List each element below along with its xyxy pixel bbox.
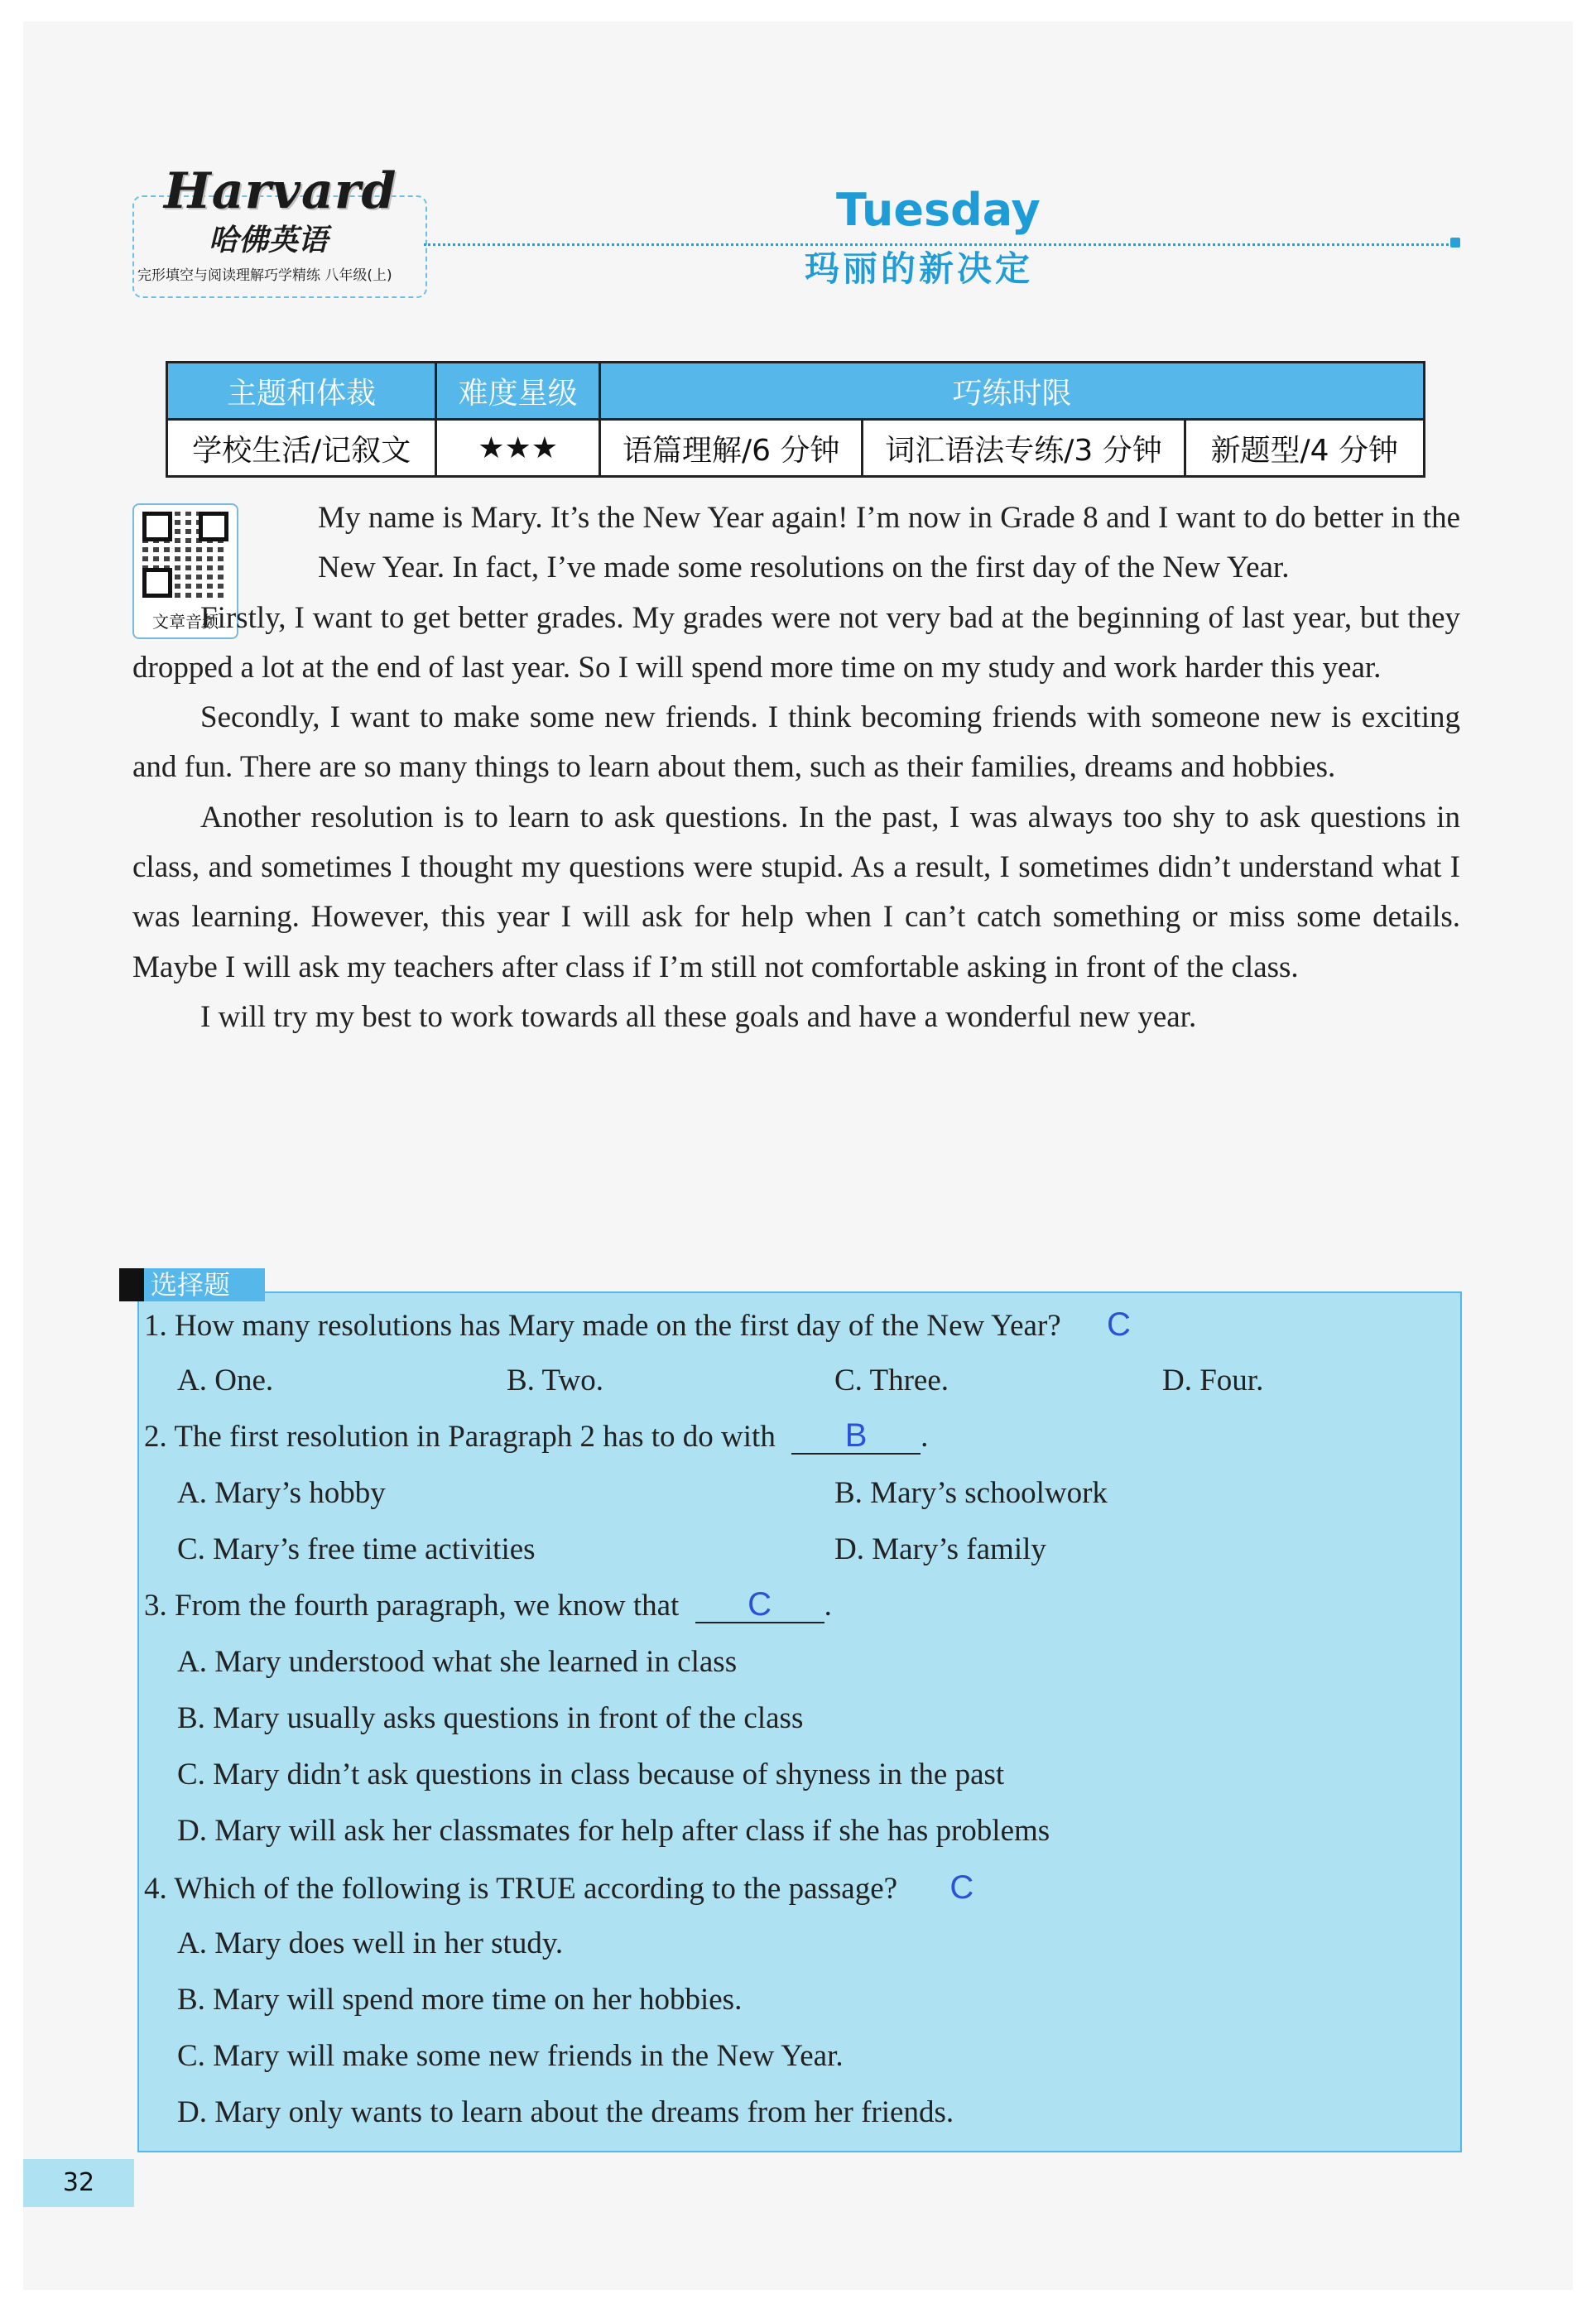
question-3-answer: C — [748, 1586, 772, 1623]
logo-title: Harvard — [164, 162, 397, 220]
header-topic: 主题和体裁 — [167, 363, 436, 420]
question-4-answer: C — [949, 1869, 974, 1906]
question-4-text: 4. Which of the following is TRUE according to the passage? — [144, 1872, 898, 1906]
question-3-period: . — [824, 1589, 832, 1623]
question-1-text: 1. How many resolutions has Mary made on the first day of the New Year? — [144, 1309, 1061, 1343]
question-4-stem — [144, 1869, 973, 1907]
header-time-limit: 巧练时限 — [600, 363, 1425, 420]
info-table — [166, 361, 1425, 478]
reading-passage — [132, 493, 1460, 1042]
question-2-option-d[interactable]: D. Mary’s family — [834, 1532, 1046, 1566]
info-table-row — [167, 420, 1425, 477]
question-4-option-c[interactable]: C. Mary will make some new friends in the New Year. — [177, 2039, 844, 2073]
question-2-period: . — [921, 1420, 929, 1454]
question-2-text: 2. The first resolution in Paragraph 2 has to do with — [144, 1420, 776, 1454]
question-3-option-a[interactable]: A. Mary understood what she learned in class — [177, 1645, 738, 1679]
day-title: Tuesday — [836, 184, 1041, 236]
section-label: 选择题 — [119, 1268, 265, 1301]
question-2-option-a[interactable]: A. Mary’s hobby — [177, 1476, 386, 1510]
question-3-option-d[interactable]: D. Mary will ask her classmates for help after class if she has problems — [177, 1814, 1050, 1848]
header-difficulty: 难度星级 — [436, 363, 600, 420]
question-4-option-b[interactable]: B. Mary will spend more time on her hobbies. — [177, 1983, 743, 2017]
cell-new-type-time: 新题型/4 分钟 — [1185, 420, 1424, 477]
qr-label: 文章音频 — [152, 612, 219, 632]
cell-stars: ★★★ — [436, 420, 600, 477]
paragraph-1: My name is Mary. It’s the New Year again! I’m now in Grade 8 and I want to do better in the New Year. In fact, I’ve made some resolutions on the first day of the New Year. — [318, 501, 1460, 585]
logo-subtitle: 完形填空与阅读理解巧学精练 八年级(上) — [137, 267, 392, 284]
cell-topic: 学校生活/记叙文 — [167, 420, 436, 477]
cell-vocab-time: 词汇语法专练/3 分钟 — [863, 420, 1185, 477]
question-3-blank — [695, 1586, 824, 1623]
paragraph-2: Firstly, I want to get better grades. My grades were not very bad at the beginning of last year, but they dropped a lot at the end of last year. So I will spend more time on my study and work harder this year. — [132, 600, 1460, 685]
paragraph-3: Secondly, I want to make some new friends. I think becoming friends with someone new is exciting and fun. There are so many things to learn about them, such as their families, dreams and hobbies. — [132, 700, 1460, 785]
question-2-blank — [791, 1417, 921, 1455]
info-table-header — [167, 363, 1425, 420]
question-1-stem — [144, 1306, 1131, 1344]
logo-chinese-title: 哈佛英语 — [209, 224, 329, 257]
question-3-option-b[interactable]: B. Mary usually asks questions in front of the class — [177, 1701, 804, 1735]
question-1-option-c[interactable]: C. Three. — [834, 1363, 949, 1397]
question-4-option-a[interactable]: A. Mary does well in her study. — [177, 1926, 564, 1960]
paragraph-5: I will try my best to work towards all these goals and have a wonderful new year. — [200, 999, 1197, 1034]
question-2-option-b[interactable]: B. Mary’s schoolwork — [834, 1476, 1108, 1510]
question-2-option-c[interactable]: C. Mary’s free time activities — [177, 1532, 536, 1566]
question-4-option-d[interactable]: D. Mary only wants to learn about the dreams from her friends. — [177, 2095, 954, 2129]
question-3-stem — [144, 1588, 832, 1623]
page-number: 32 — [23, 2159, 134, 2207]
question-2-answer: B — [844, 1417, 868, 1454]
header-divider-end — [1450, 238, 1460, 248]
question-3-option-c[interactable]: C. Mary didn’t ask questions in class because of shyness in the past — [177, 1758, 1005, 1791]
question-1-option-d[interactable]: D. Four. — [1162, 1363, 1264, 1397]
question-1-option-a[interactable]: A. One. — [177, 1363, 274, 1397]
question-1-option-b[interactable]: B. Two. — [507, 1363, 603, 1397]
question-3-text: 3. From the fourth paragraph, we know that — [144, 1589, 680, 1623]
lesson-title: 玛丽的新决定 — [805, 248, 1034, 289]
question-2-stem — [144, 1419, 928, 1455]
paragraph-4: Another resolution is to learn to ask questions. In the past, I was always too shy to ask questions in class, and sometimes I thought my questions were stupid. As a result, I sometimes didn’t understand what I was learning. However, this year I will ask for help when I can’t catch something or miss some details. Maybe I will ask my teachers after class if I’m still not comfortable asking in front of the class. — [132, 800, 1460, 984]
cell-reading-time: 语篇理解/6 分钟 — [600, 420, 863, 477]
question-1-answer: C — [1106, 1306, 1131, 1343]
